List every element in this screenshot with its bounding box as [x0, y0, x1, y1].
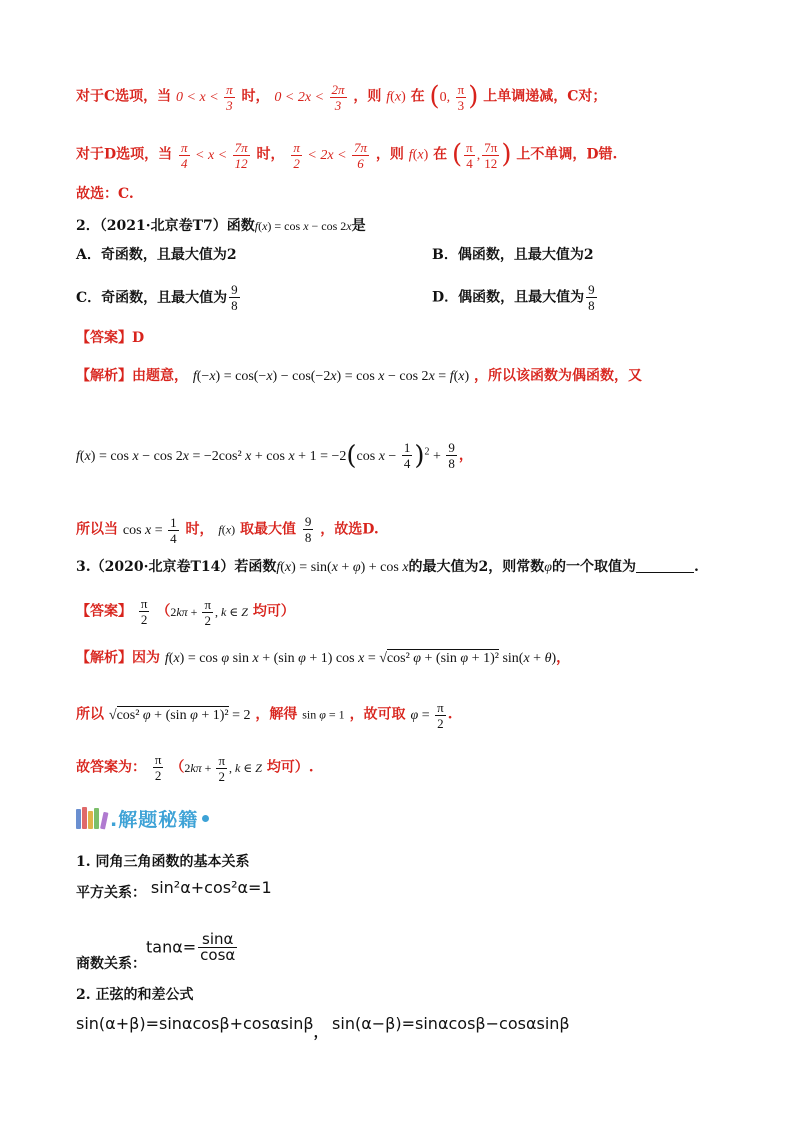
- question-3-solve: 所以 √cos² φ + (sin φ + 1)² = 2 ，解得 sin φ = 1 ，故可取 φ = $\frac{\pi}{2}$ .: [76, 700, 453, 731]
- choose-answer-c: 故选：C.: [76, 186, 134, 202]
- square-formula: sin²α+cos²α=1: [150, 878, 272, 897]
- math-general-solution: 2kπ + $\frac{\pi}{2}$ , k ∈ Z: [170, 596, 248, 628]
- question-3-answer: 【答案】 $\frac{\pi}{2}$ （2kπ + $\frac{\pi}{2}$ , k ∈ Z 均可）: [76, 596, 295, 628]
- sum-formula: sin(α+β)=sinαcosβ+cosαsinβ: [76, 1014, 314, 1033]
- question-2-analysis: 【解析】由题意， f(−x) = cos(−x) − cos(−2x) = cos x − cos 2x = f(x) ，所以该函数为偶函数，又: [76, 368, 643, 384]
- question-3-stem: 3.（2020·北京卷T14）若函数f(x) = sin(x + φ) + cos x的最大值为2，则常数φ的一个取值为 .: [76, 559, 699, 575]
- question-2-options-cd: [76, 282, 740, 313]
- books-icon: [76, 807, 106, 829]
- question-2-stem: 2．（2021·北京卷T7）函数f(x) = cos x − cos 2x是: [76, 218, 366, 234]
- math-max: $\frac{9}{8}$: [304, 514, 312, 545]
- tips-banner: [76, 804, 209, 832]
- banner-title: .解题秘籍: [110, 808, 199, 831]
- answer-blank[interactable]: [636, 558, 694, 573]
- math-equation: √cos² φ + (sin φ + 1)² = 2: [108, 707, 251, 723]
- math-function: f: [254, 219, 259, 233]
- math-inequality-2x: 0 < 2x < $\frac{2\pi}{3}$: [274, 82, 345, 113]
- option-d-analysis: 对于D选项，当 $\frac{\pi}{4}$ < x < $\frac{7\pi}{12}$ 时， $\frac{\pi}{2}$ < 2x < $\frac{7\pi}{6}$ ，则 f(x) 在 ( $\frac{\pi}{4}$ , $\frac{7\pi}{12}$ ) 上不单调，D错.: [76, 139, 618, 171]
- quotient-relation: 商数关系： tanα= $\frac{\sin\alpha}{\cos\alpha}$: [76, 932, 740, 972]
- quotient-formula: tanα= $\frac{\sin\alpha}{\cos\alpha}$: [146, 930, 236, 964]
- math-fx: f(x): [218, 522, 236, 537]
- question-2-options-ab: [76, 245, 740, 265]
- question-3-analysis: 【解析】因为 f(x) = cos φ sin x + (sin φ + 1) cos x = √cos² φ + (sin φ + 1)² sin(x + θ)，: [76, 650, 571, 666]
- math-condition: cos x = $\frac{1}{4}$: [122, 514, 177, 546]
- option-c[interactable]: C．奇函数，且最大值为 $\frac{9}{8}$: [76, 282, 238, 313]
- question-2-answer: 【答案】D: [76, 330, 145, 346]
- math-interval: 0, $\frac{\pi}{3}$: [439, 82, 465, 113]
- sine-sum-diff: sin(α+β)=sinαcosβ+cosαsinβ， sin(α−β)=sinαcosβ−cosαsinβ: [76, 1014, 570, 1041]
- option-c-analysis: 对于C选项，当 0 < x < $\frac{\pi}{3}$ 时， 0 < 2x < $\frac{2\pi}{3}$ ，则 f(x) 在 (0, $\frac{\pi}{3}$ ) 上单调递减，C对；: [76, 81, 607, 113]
- math-parity-check: f(−x) = cos(−x) − cos(−2x) = cos x − cos 2x = f(x): [192, 369, 470, 384]
- math-function: f: [276, 560, 281, 575]
- square-relation: 平方关系： sin²α+cos²α=1: [76, 878, 272, 901]
- math-inequality-2x: $\frac{\pi}{2}$ < 2x < $\frac{7\pi}{6}$: [293, 140, 368, 171]
- option-a[interactable]: A．奇函数，且最大值为2: [76, 247, 237, 263]
- math-inequality: $\frac{\pi}{4}$ < x < $\frac{7\pi}{12}$: [181, 140, 248, 171]
- question-2-conclusion: 所以当 cos x = $\frac{1}{4}$ 时， f(x) 取最大值 $\frac{9}{8}$ ，故选D.: [76, 514, 379, 546]
- math-interval: $\frac{\pi}{4}$ , $\frac{7\pi}{12}$: [466, 140, 498, 171]
- option-b[interactable]: B．偶函数，且最大值为2: [432, 247, 594, 263]
- diff-formula: sin(α−β)=sinαcosβ−cosαsinβ: [332, 1014, 570, 1033]
- tip-heading-2: 2. 正弦的和差公式: [76, 987, 194, 1003]
- math-completing-square: f(x) = cos x − cos 2x = −2cos² x + cos x + 1 = −2(cos x − $\frac{1}{4}$ )$^2$ + $\frac{9}{8}$: [76, 440, 455, 471]
- tip-heading-1: 1. 同角三角函数的基本关系: [76, 854, 250, 870]
- question-2-transform: f(x) = cos x − cos 2x = −2cos² x + cos x + 1 = −2(cos x − $\frac{1}{4}$ )$^2$ + $\frac{9}{8}$ ，: [76, 440, 473, 471]
- dot-icon: [202, 815, 209, 822]
- math-expansion: f(x) = cos φ sin x + (sin φ + 1) cos x = √cos² φ + (sin φ + 1)² sin(x + θ): [164, 651, 557, 666]
- math-fx: f: [386, 89, 391, 105]
- question-3-final: 故答案为： $\frac{\pi}{2}$ （2kπ + $\frac{\pi}{2}$ , k ∈ Z 均可）.: [76, 752, 314, 784]
- math-inequality: 0 < x < $\frac{\pi}{3}$: [176, 82, 233, 113]
- option-d[interactable]: D．偶函数，且最大值为 $\frac{9}{8}$: [432, 282, 595, 313]
